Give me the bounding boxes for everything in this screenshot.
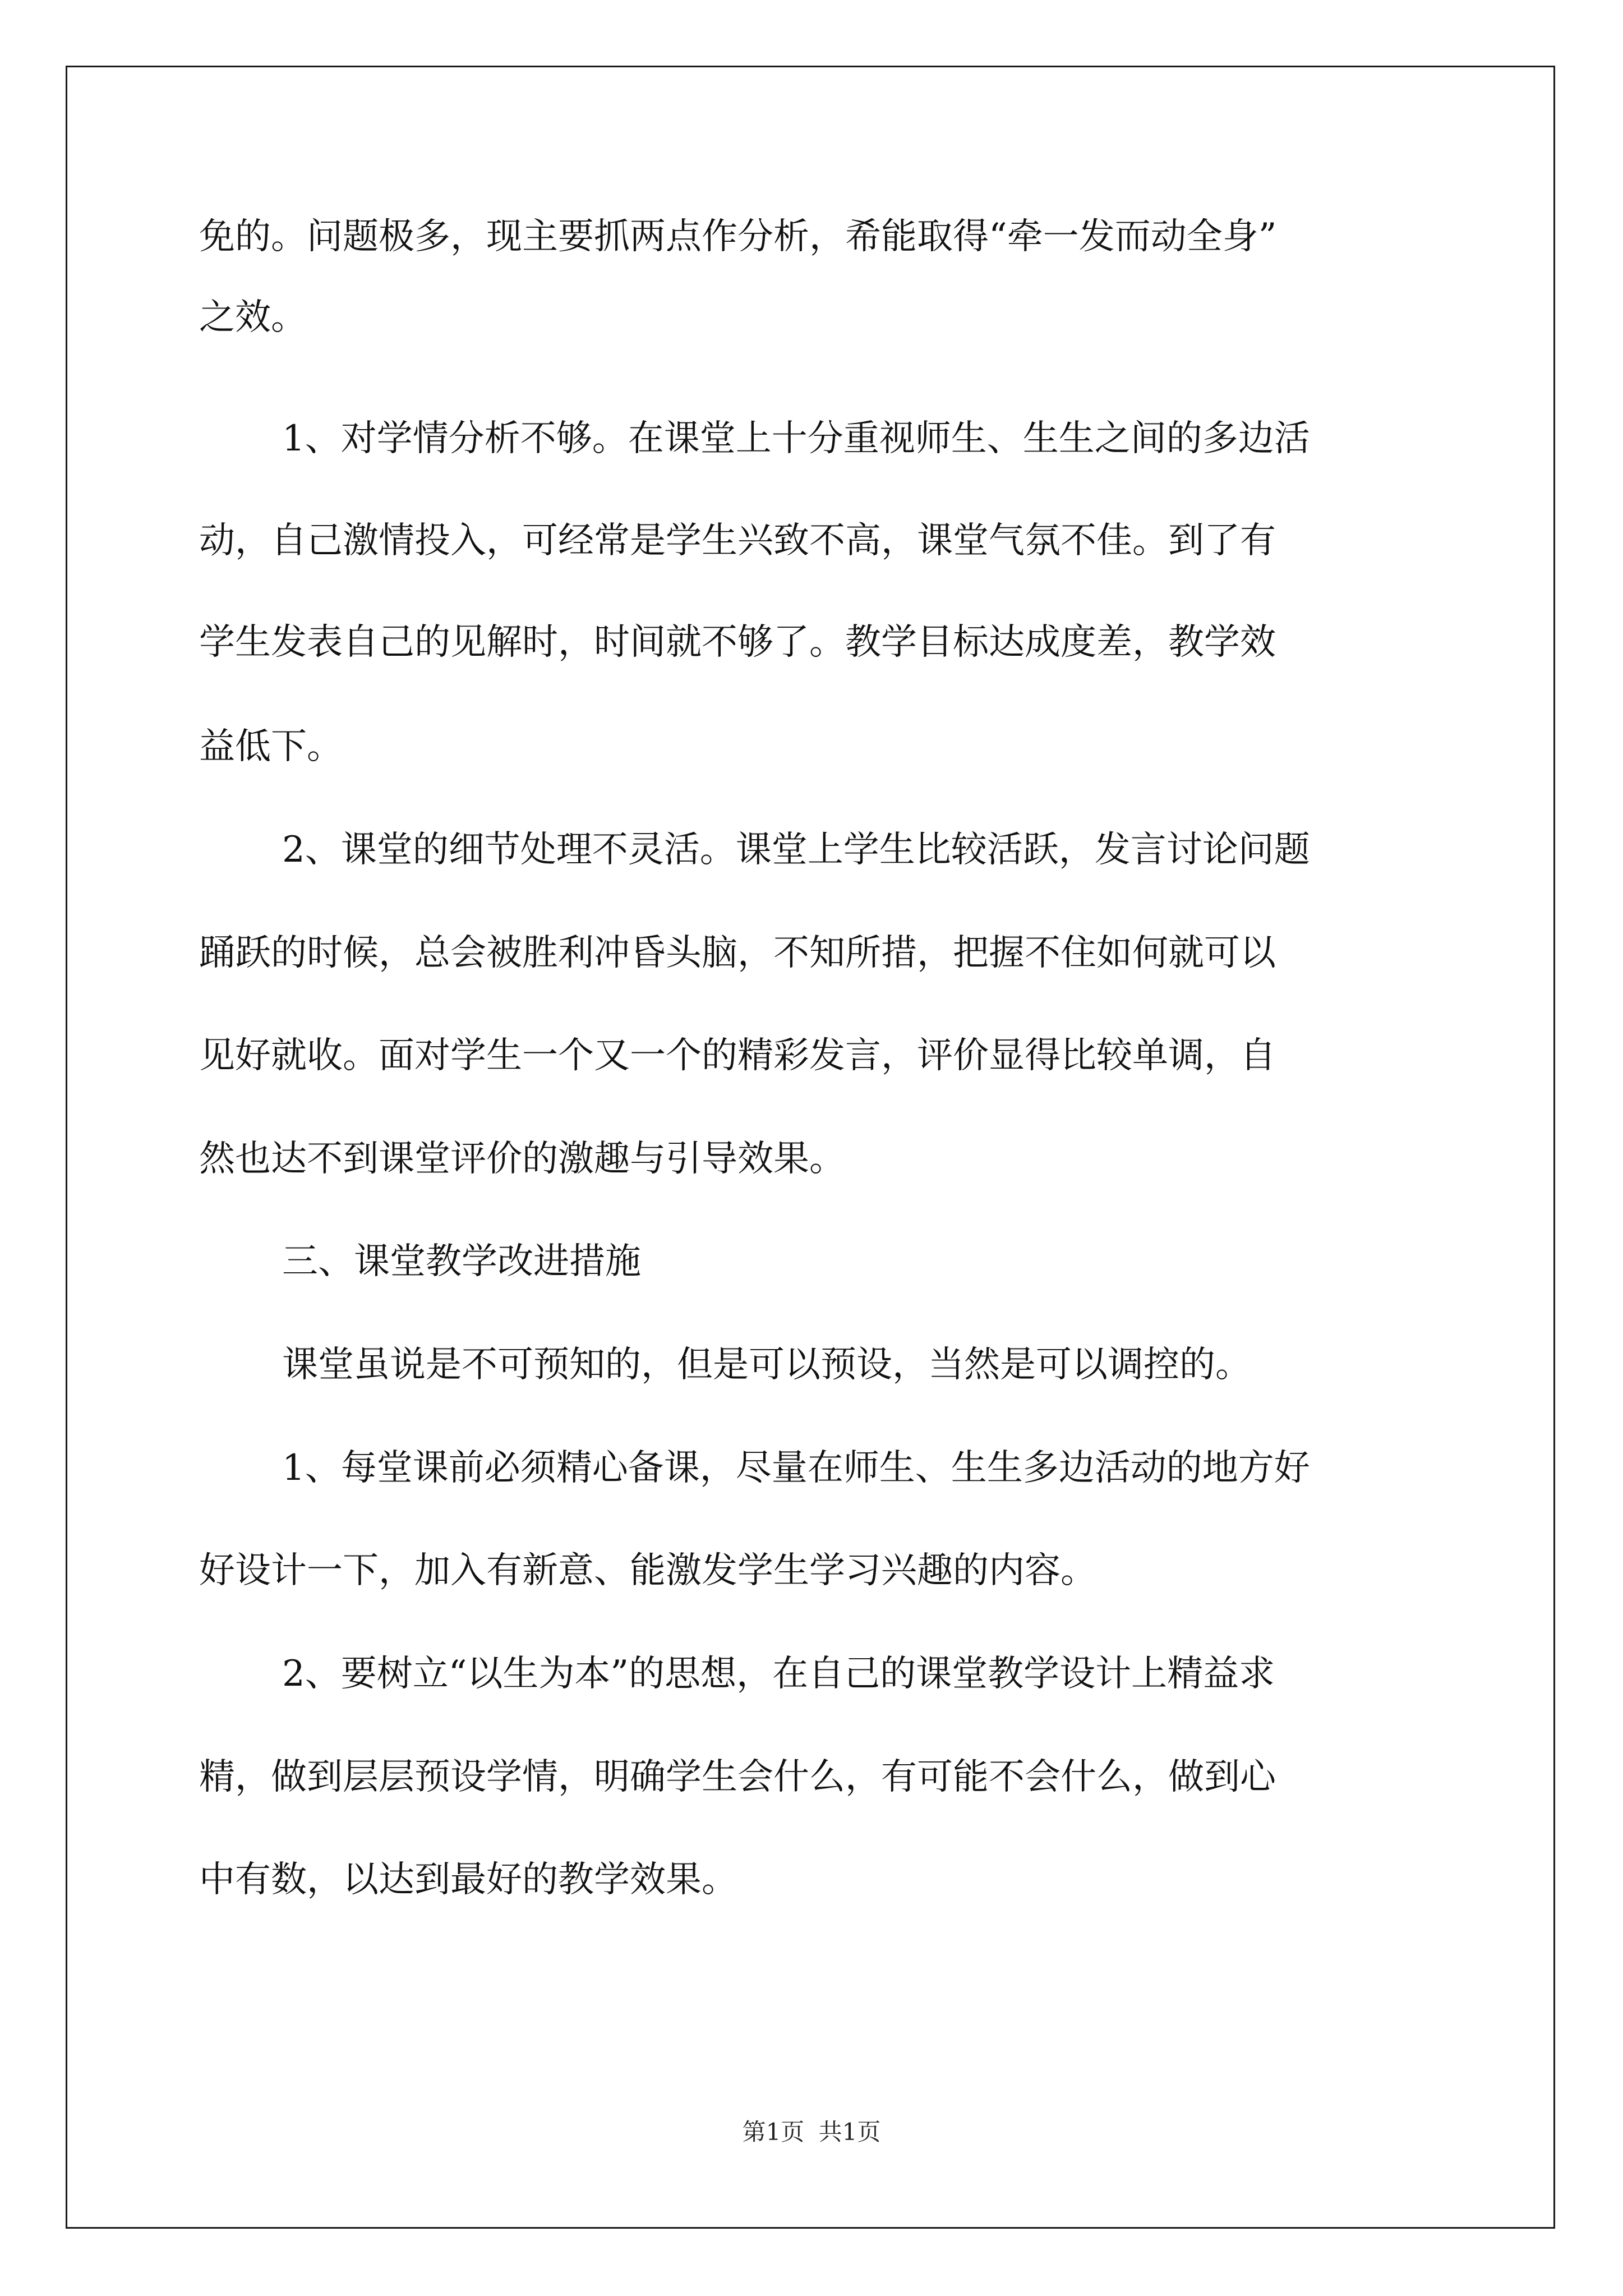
text-line: 2、课堂的细节处理不灵活。课堂上学生比较活跃，发言讨论问题 <box>282 829 1310 871</box>
page-footer <box>0 2116 1623 2148</box>
text-line: 踊跃的时候，总会被胜利冲昏头脑，不知所措，把握不住如何就可以 <box>199 932 1276 974</box>
text-line: 见好就收。面对学生一个又一个的精彩发言，评价显得比较单调，自 <box>199 1035 1276 1076</box>
text-line: 1、对学情分析不够。在课堂上十分重视师生、生生之间的多边活 <box>282 418 1310 459</box>
text-line: 之效。 <box>199 297 307 338</box>
page-number-current: 第1页 <box>742 2118 805 2146</box>
section-heading: 三、课堂教学改进措施 <box>282 1241 641 1282</box>
text-line: 课堂虽说是不可预知的，但是可以预设，当然是可以调控的。 <box>282 1344 1251 1386</box>
text-line: 动，自己激情投入，可经常是学生兴致不高，课堂气氛不佳。到了有 <box>199 520 1276 562</box>
text-line: 学生发表自己的见解时，时间就不够了。教学目标达成度差，教学效 <box>199 622 1276 663</box>
text-line: 1、每堂课前必须精心备课，尽量在师生、生生多边活动的地方好 <box>282 1447 1310 1489</box>
page-number-total: 共1页 <box>818 2118 881 2146</box>
text-line: 好设计一下，加入有新意、能激发学生学习兴趣的内容。 <box>199 1550 1096 1591</box>
text-line: 益低下。 <box>199 726 343 767</box>
text-line: 免的。问题极多，现主要抓两点作分析，希能取得“牵一发而动全身” <box>199 216 1277 257</box>
text-line: 2、要树立“以生为本”的思想，在自己的课堂教学设计上精益求 <box>282 1653 1275 1695</box>
text-line: 中有数，以达到最好的教学效果。 <box>199 1859 737 1901</box>
text-line: 精，做到层层预设学情，明确学生会什么，有可能不会什么，做到心 <box>199 1756 1276 1798</box>
text-line: 然也达不到课堂评价的激趣与引导效果。 <box>199 1138 845 1180</box>
